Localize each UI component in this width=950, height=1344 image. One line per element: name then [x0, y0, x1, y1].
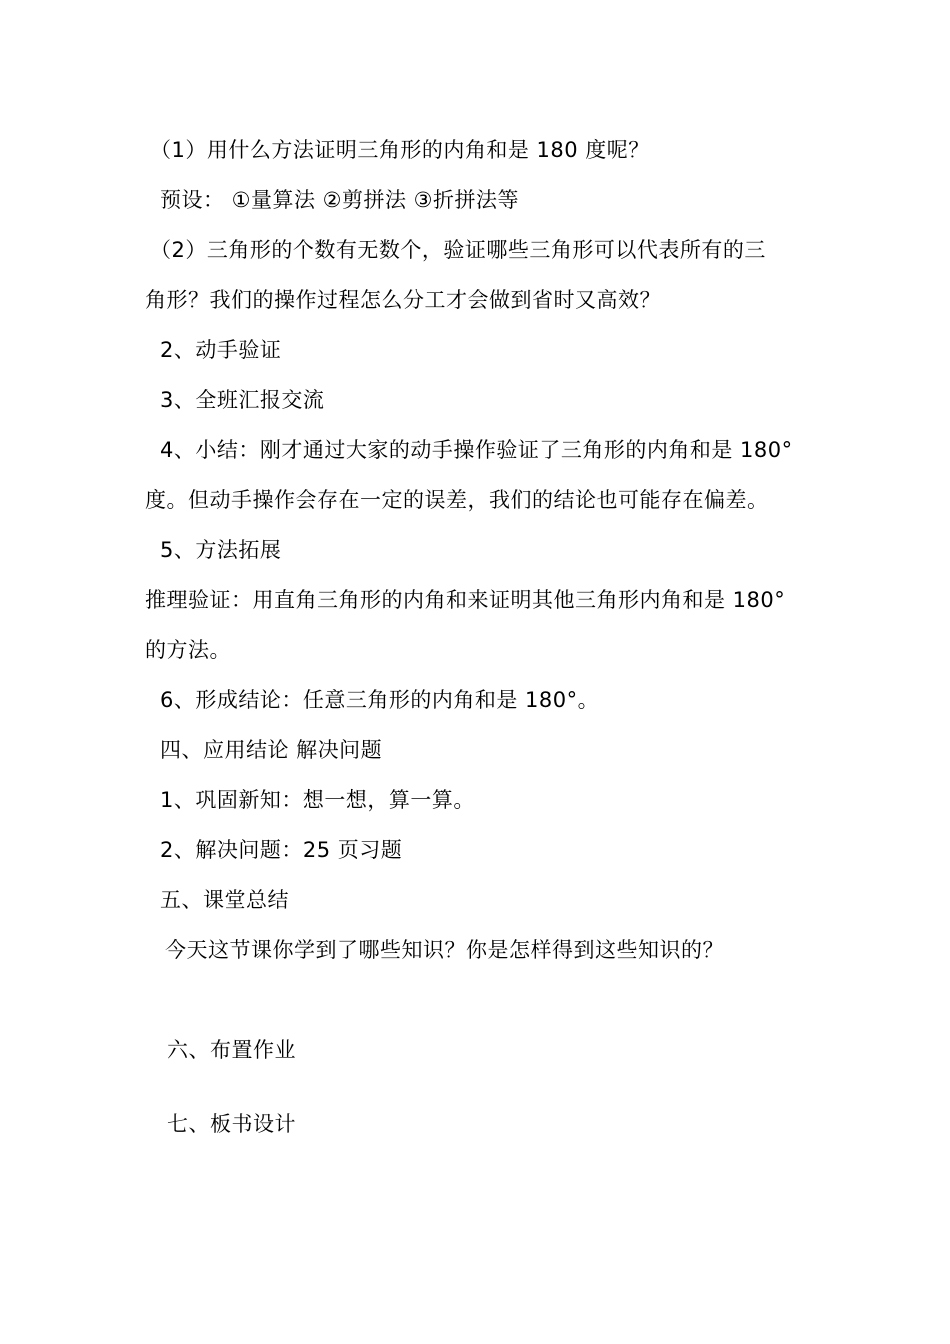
section-5-heading: 五、课堂总结	[160, 888, 289, 912]
step-5: 5、方法拓展	[160, 538, 282, 562]
step-6-conclusion: 6、形成结论：任意三角形的内角和是 180°。	[160, 688, 600, 712]
question-2: （2）三角形的个数有无数个，验证哪些三角形可以代表所有的三	[150, 238, 766, 262]
question-2-continued: 角形？我们的操作过程怎么分工才会做到省时又高效？	[145, 288, 661, 312]
section-7-heading: 七、板书设计	[167, 1112, 296, 1136]
step-4-summary-continued: 度。但动手操作会存在一定的误差，我们的结论也可能存在偏差。	[145, 488, 769, 512]
step-3: 3、全班汇报交流	[160, 388, 325, 412]
preset-methods: 预设： ①量算法 ②剪拼法 ③折拼法等	[160, 188, 520, 212]
reasoning-verification: 推理验证：用直角三角形的内角和来证明其他三角形内角和是 180°	[145, 588, 786, 612]
section-4-heading: 四、应用结论 解决问题	[160, 738, 383, 762]
reasoning-verification-continued: 的方法。	[145, 638, 231, 662]
item-1-consolidate: 1、巩固新知：想一想，算一算。	[160, 788, 475, 812]
summary-question: 今天这节课你学到了哪些知识？你是怎样得到这些知识的？	[165, 938, 724, 962]
section-6-heading: 六、布置作业	[167, 1038, 296, 1062]
step-4-summary: 4、小结：刚才通过大家的动手操作验证了三角形的内角和是 180°	[160, 438, 793, 462]
item-2-solve: 2、解决问题：25 页习题	[160, 838, 403, 862]
step-2: 2、动手验证	[160, 338, 282, 362]
question-1: （1）用什么方法证明三角形的内角和是 180 度呢？	[150, 138, 650, 162]
